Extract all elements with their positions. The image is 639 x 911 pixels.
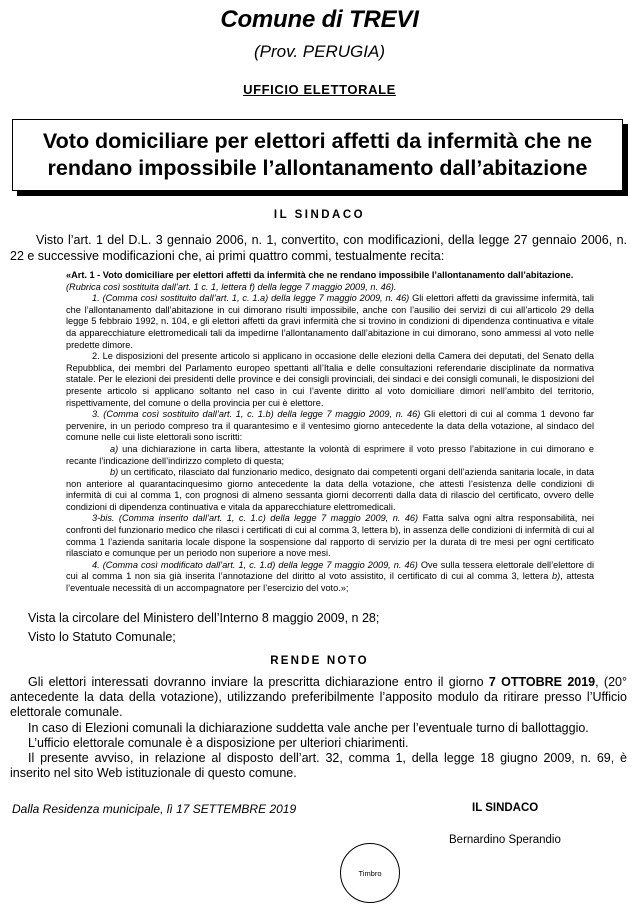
comma-4-text-b: , attesta l’eventuale necessità di un accompagnatore per l’esercizio del voto.»; bbox=[66, 571, 595, 594]
comma-3b-ref: b) bbox=[110, 467, 119, 478]
notice-paragraph-3: L’ufficio elettorale comunale è a disposizione per ulteriori chiarimenti. bbox=[28, 735, 409, 750]
quote-comma-2: 2. Le disposizioni del presente articolo si applicano in occasione delle elezioni della Camera dei deputati, del Senato della Repubblica, dei membri del Parlamento europeo spettanti all’Italia e delle consultazioni referendarie disciplinate da normativa statale. Per le elezioni dei presidenti delle province e dei consigli provinciali, dei sindaci e dei consigli comunali, le disposizioni del presente articolo si applicano soltanto nel caso in cui l’avente diritto al voto domiciliare dimori nell’ambito del territorio, rispettivamente, del comune o della provincia per cui è elettore. bbox=[66, 351, 594, 408]
headline-box bbox=[12, 119, 623, 191]
notice-p1-b: , (20° antecedente la data della votazione), utilizzando preferibilmente l’apposito modulo da ritirare presso l’Ufficio elettorale comunale. bbox=[10, 675, 628, 720]
comma-3a-ref: a) bbox=[110, 443, 119, 454]
signature-name: Bernardino Sperandio bbox=[449, 834, 561, 846]
notice-p1-a: Gli elettori interessati dovranno inviare la prescritta dichiarazione entro il giorno bbox=[28, 675, 489, 689]
office-label: UFFICIO ELETTORALE bbox=[243, 82, 396, 97]
visto-paragraph-2: Vista la circolare del Ministero dell’Interno 8 maggio 2009, n 28; bbox=[28, 611, 380, 625]
comma-3bis-text: Fatta salva ogni altra responsabilità, nei confronti del funzionario medico che rilasci i certificati di cui al comma 3, lettera b), in assenza delle condizioni di infermità di cui al comma 1 l’azienda sanitaria locale dispone la sospensione dal rapporto di servizio per la durata di tre mesi per ogni certificato rilasciato e comunque per un periodo non superiore a nove mesi. bbox=[66, 513, 595, 559]
notice-paragraph-4: Il presente avviso, in relazione al disposto dell’art. 32, comma 1, della legge 18 giugno 2009, n. 69, è inserito nel sito Web istituzionale di questo comune. bbox=[10, 751, 627, 781]
law-quote bbox=[66, 270, 594, 595]
document-title: Comune di TREVI bbox=[220, 6, 419, 33]
notice-body bbox=[10, 675, 627, 781]
headline: Voto domiciliare per elettori affetti da infermità che ne rendano impossibile l’allontanamento dall’abitazione bbox=[42, 129, 593, 180]
notice-paragraph-2: In caso di Elezioni comunali la dichiarazione suddetta vale anche per l’eventuale turno di ballottaggio. bbox=[28, 720, 589, 735]
deadline-date: 7 OTTOBRE 2019 bbox=[488, 675, 596, 689]
quote-comma-3a bbox=[66, 444, 594, 467]
date-place-line: Dalla Residenza municipale, lì 17 SETTEMBRE 2019 bbox=[12, 802, 297, 816]
stamp-label: Timbro bbox=[358, 868, 382, 878]
comma-3-ref: 3. (Comma così sostituito dall’art. 1, c. 1.b) della legge 7 maggio 2009, n. 46) bbox=[92, 409, 421, 420]
comma-4-ref: 4. (Comma così modificato dall’art. 1, c. 1.d) della legge 7 maggio 2009, n. 46) bbox=[92, 559, 418, 570]
visto-paragraph-3: Visto lo Statuto Comunale; bbox=[28, 630, 176, 644]
rende-noto-heading: RENDE NOTO bbox=[270, 655, 369, 667]
comma-3-text: Gli elettori di cui al comma 1 devono far pervenire, in un periodo compreso tra il quarantesimo e il ventesimo giorno antecedente la data della votazione, al sindaco del comune nelle cui liste elettorali sono iscritti: bbox=[66, 409, 594, 443]
comma-4-letter: b) bbox=[552, 571, 561, 582]
quote-comma-1 bbox=[66, 293, 594, 351]
comma-3bis-ref: 3-bis. (Comma inserito dall’art. 1, c. 1.c) della legge 7 maggio 2009, n. 46) bbox=[92, 513, 419, 524]
mayor-heading: IL SINDACO bbox=[273, 209, 366, 221]
comma-3a-text: una dichiarazione in carta libera, attestante la volontà di esprimere il voto presso l’abitazione in cui dimorano e recante l’indicazione dell’indirizzo completo di questa; bbox=[66, 443, 594, 466]
quote-comma-3bis bbox=[66, 513, 594, 559]
quote-comma-3b bbox=[66, 467, 594, 513]
notice-paragraph-1 bbox=[10, 675, 627, 721]
signature-title: IL SINDACO bbox=[472, 802, 539, 814]
visto-paragraph-1: Visto l’art. 1 del D.L. 3 gennaio 2006, n. 1, convertito, con modificazioni, della legge 27 gennaio 2006, n. 22 e successive modificazioni che, ai primi quattro commi, testualmente recita: bbox=[10, 233, 627, 263]
quote-rubrica: (Rubrica così sostituita dall’art. 1 c. 1, lettera f) della legge 7 maggio 2009, n. 46). bbox=[66, 281, 397, 292]
comma-3b-text: un certificato, rilasciato dal funzionario medico, designato dai competenti organi dell’azienda sanitaria locale, in data non anteriore al quarantacinquesimo giorno antecedente la data della votazione, che attesti l’esistenza delle condizioni di infermità di cui al comma 1, con prognosi di almeno sessanta giorni decorrenti dalla data di rilascio del certificato, ovvero delle condizioni di dipendenza continuativa e vitala da apparecchiature elettromedicali. bbox=[66, 467, 594, 512]
comma-1-ref: 1. (Comma così sostituito dall’art. 1, c. 1.a) della legge 7 maggio 2009, n. 46) bbox=[92, 293, 410, 304]
stamp-circle bbox=[340, 843, 400, 903]
comma-4-text-a: Ove sulla tessera elettorale dell’elettore di cui al comma 1 non sia già inserita l’annotazione del diritto al voto assistito, il certificato di cui al comma 3, lettera bbox=[66, 559, 594, 582]
quote-comma-4 bbox=[66, 560, 594, 595]
quote-comma-3 bbox=[66, 409, 594, 444]
province-label: (Prov. PERUGIA) bbox=[254, 42, 385, 61]
comma-1-text: Gli elettori affetti da gravissime infermità, tali che l’allontanamento dall’abitazione in cui dimorano risulti impossibile, anche con l’ausilio dei servizi di cui all’articolo 29 della legge 5 febbraio 1992, n. 104, e gli elettori affetti da gravi infermità che si trovino in condizioni di dipendenza continuativa e vitale da apparecchiature elettromedicali tali da impedirne l’allontanamento dall’abitazione in cui dimorano, sono ammessi al voto nelle predette dimore. bbox=[66, 293, 594, 350]
quote-title: «Art. 1 - Voto domiciliare per elettori affetti da infermità che ne rendano impossibile l’allontanamento dall’abitazione. bbox=[66, 270, 574, 280]
